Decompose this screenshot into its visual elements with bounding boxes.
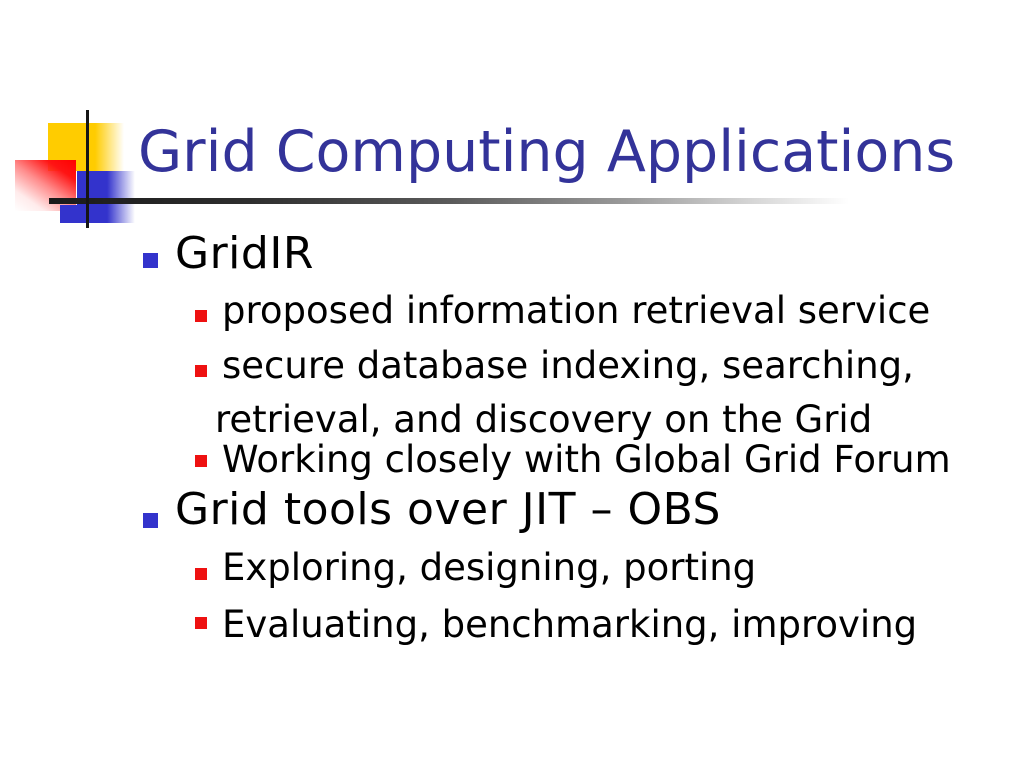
bullet-square-icon <box>143 513 158 528</box>
bullet-square-icon <box>143 253 158 268</box>
bullet-text-level2: proposed information retrieval service <box>222 289 931 332</box>
bullet-square-icon <box>195 310 207 322</box>
bullet-text-level2: Exploring, designing, porting <box>222 546 757 589</box>
bullet-square-icon <box>195 365 207 377</box>
bullet-text-level2: Working closely with Global Grid Forum <box>222 438 951 481</box>
bullet-square-icon <box>195 617 207 629</box>
bullet-text-level1: GridIR <box>175 228 314 279</box>
bullet-text-level2: secure database indexing, searching, <box>222 344 914 387</box>
decoration-blue-small-square <box>60 205 103 223</box>
slide-title: Grid Computing Applications <box>138 119 956 185</box>
decoration-vertical-line <box>86 110 89 228</box>
bullet-text-level2: Evaluating, benchmarking, improving <box>222 603 918 646</box>
bullet-text-continuation: retrieval, and discovery on the Grid <box>215 398 873 441</box>
bullet-square-icon <box>195 568 207 580</box>
title-divider-line <box>49 198 849 204</box>
bullet-square-icon <box>195 455 207 467</box>
bullet-text-level1: Grid tools over JIT – OBS <box>175 484 721 535</box>
